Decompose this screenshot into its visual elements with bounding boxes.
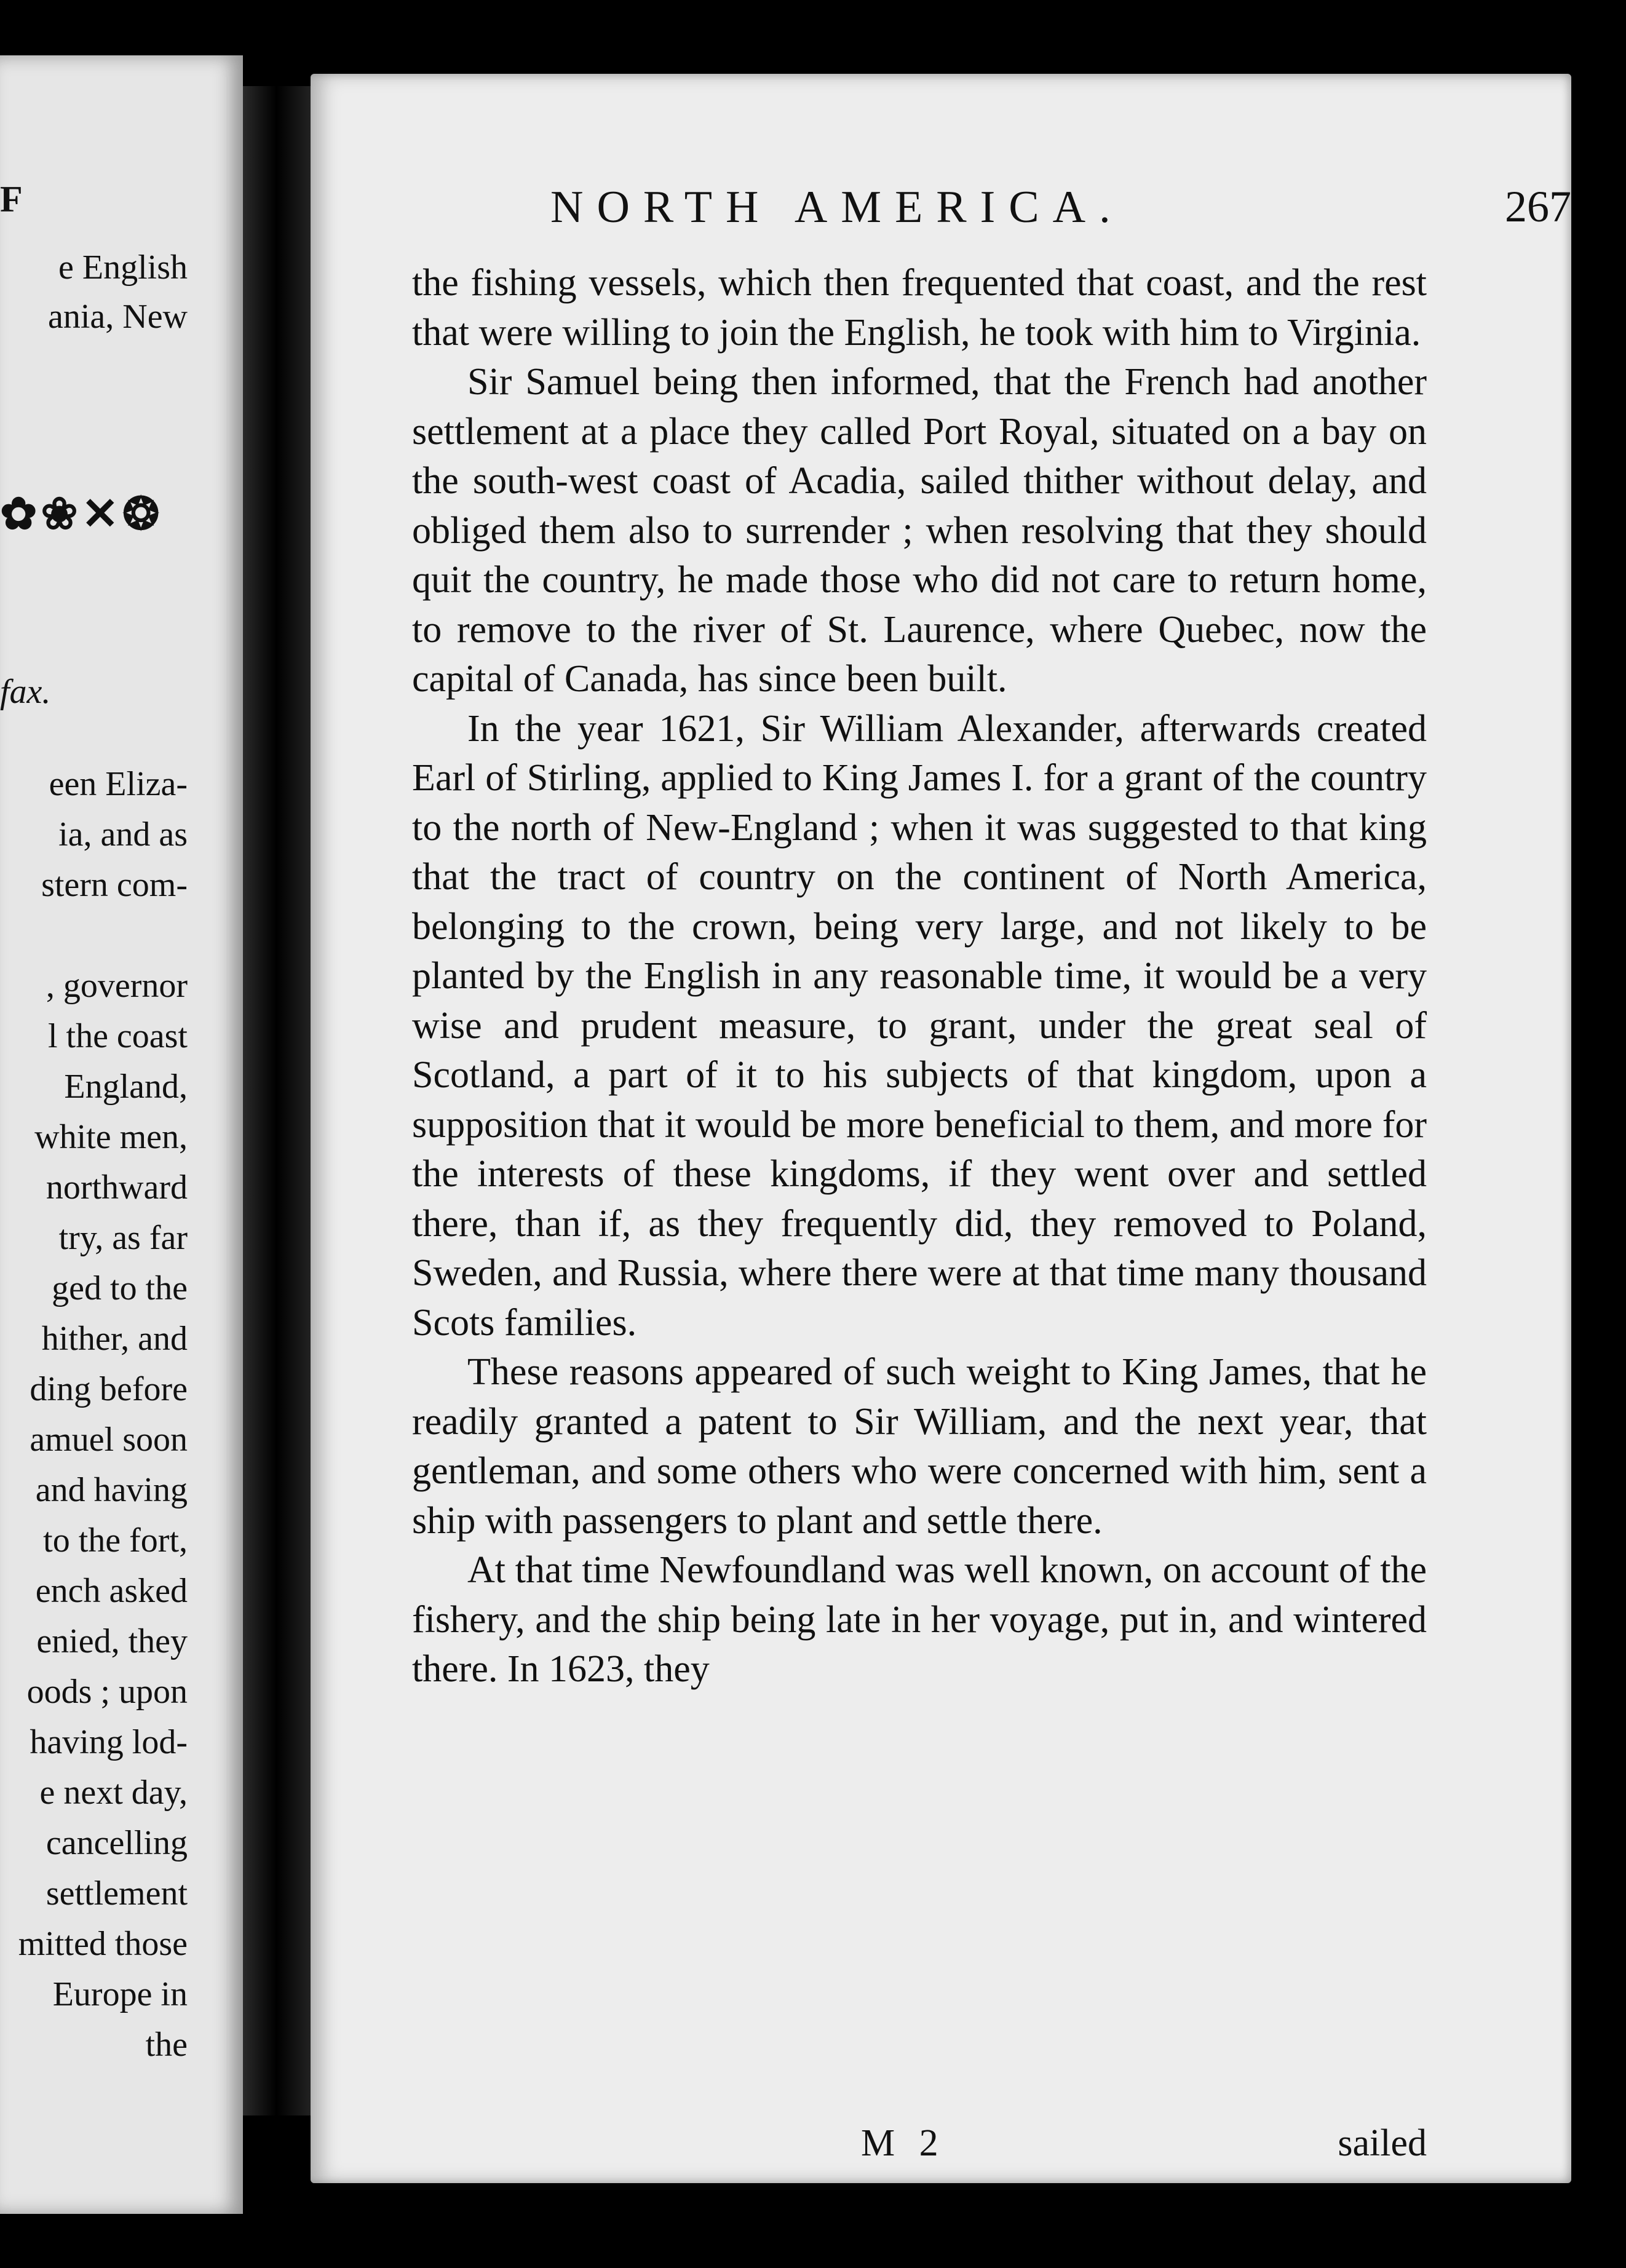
ornament-glyph: ✕ — [81, 489, 119, 539]
left-page — [0, 55, 243, 2214]
left-page-line: hither, and — [41, 1320, 188, 1358]
left-page-line: ged to the — [52, 1269, 188, 1307]
body-text — [412, 258, 1427, 1694]
left-page-line: oods ; upon — [26, 1673, 188, 1711]
left-page-line: white men, — [34, 1118, 188, 1156]
paragraph: the fishing vessels, which then frequented that coast, and the rest that were willing to join the English, he took with him to Virginia. — [412, 262, 1427, 354]
left-page-line: ding before — [30, 1370, 188, 1408]
left-page-line: and having — [35, 1471, 188, 1509]
left-page-line: try, as far — [58, 1219, 188, 1257]
left-page-heading: F — [0, 179, 25, 220]
ornament-glyph: ❀ — [41, 489, 78, 539]
left-page-line: e next day, — [39, 1774, 188, 1812]
left-page-line: mitted those — [18, 1925, 188, 1963]
left-page-line: ania, New — [47, 298, 188, 336]
left-page-line: ia, and as — [58, 815, 188, 854]
running-head — [550, 181, 1571, 249]
left-page-line: Europe in — [52, 1975, 188, 2013]
left-page-line: e English — [58, 248, 188, 287]
left-page-line: amuel soon — [30, 1421, 188, 1459]
left-page-line: , governor — [46, 967, 188, 1005]
left-page-ornament — [0, 486, 184, 541]
left-page-line: having lod- — [30, 1723, 188, 1761]
ornament-glyph: ❂ — [122, 489, 160, 539]
signature-mark: M 2 — [861, 2122, 946, 2164]
left-page-line: cancelling — [46, 1824, 188, 1862]
paragraph: These reasons appeared of such weight to King James, that he readily granted a patent to Sir William, and the next year, that gentleman, and some others who were concerned with him, sent a ship with passengers to plant and settle there. — [412, 1351, 1427, 1542]
book-gutter — [243, 86, 311, 2115]
left-page-line: stern com- — [41, 866, 188, 904]
left-page-line: settlement — [46, 1874, 188, 1913]
left-page-line: ench asked — [35, 1572, 188, 1610]
left-page-line: the — [145, 2026, 188, 2064]
left-page-line: l the coast — [47, 1017, 188, 1055]
left-page-line: enied, they — [36, 1622, 188, 1660]
left-page-line: northward — [46, 1168, 188, 1207]
page-number: 267 — [1505, 182, 1571, 231]
paragraph: Sir Samuel being then informed, that the French had another settlement at a place they called Port Royal, situated on a bay on the south-west coast of Acadia, sailed thither without delay, and obliged them also to surrender ; when resolving that they should quit the country, he made those who did not care to return home, to remove to the river of St. Laurence, where Quebec, now the capital of Canada, has since been built. — [412, 361, 1427, 700]
left-page-line: een Eliza- — [49, 765, 188, 803]
ornament-glyph: ✿ — [0, 489, 38, 539]
right-page — [311, 74, 1571, 2183]
catchword: sailed — [1338, 2122, 1427, 2164]
left-page-subhead: fax. — [0, 673, 51, 711]
left-page-line: England, — [64, 1068, 188, 1106]
page-footer — [412, 2122, 1427, 2171]
left-page-line: to the fort, — [43, 1521, 188, 1560]
paragraph: In the year 1621, Sir William Alexander, afterwards created Earl of Stirling, applied to King James I. for a grant of the country to the north of New-England ; when it was suggested to that king that the tract of country on the continent of North America, belonging to the crown, being very large, and not likely to be planted by the English in any reasonable time, it would be a very wise and prudent measure, to grant, under the great seal of Scotland, a part of it to his subjects of that kingdom, upon a supposition that it would be more beneficial to them, and more for the interests of these kingdoms, if they went over and settled there, than if, as they frequently did, they removed to Poland, Sweden, and Russia, where there were at that time many thousand Scots families. — [412, 707, 1427, 1344]
running-title: NORTH AMERICA. — [550, 182, 1124, 232]
paragraph: At that time Newfoundland was well known, on account of the fishery, and the ship being late in her voyage, put in, and wintered there. In 1623, they — [412, 1549, 1427, 1690]
